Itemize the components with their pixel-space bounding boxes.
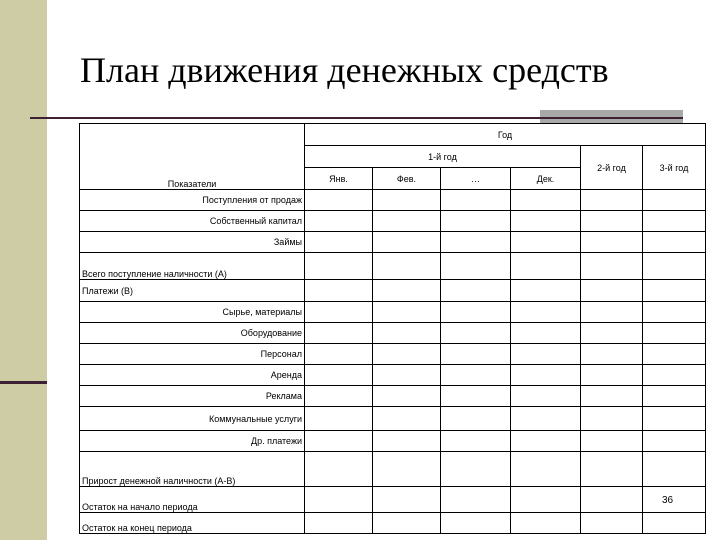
value-cell [581,431,643,452]
table-row [80,487,706,513]
row-label: Всего поступление наличности (А) [80,253,305,280]
row-label: Остаток на конец периода [80,513,305,534]
cash-flow-table [79,123,706,534]
value-cell [373,513,441,534]
value-cell [643,232,706,253]
value-cell [305,302,373,323]
row-label: Сырье, материалы [80,302,305,323]
table-row [80,365,706,386]
value-cell [441,386,511,407]
value-cell [581,302,643,323]
value-cell [643,452,706,487]
value-cell [441,280,511,302]
value-cell [643,253,706,280]
value-cell [373,365,441,386]
row-label: Коммунальные услуги [80,407,305,431]
value-cell [581,344,643,365]
slide-title: План движения денежных средств [80,50,609,90]
header-month-jan: Янв. [305,168,373,190]
table-row [80,232,706,253]
value-cell [305,344,373,365]
value-cell [581,211,643,232]
value-cell [581,513,643,534]
value-cell [581,407,643,431]
value-cell [305,452,373,487]
value-cell [305,280,373,302]
value-cell [511,253,581,280]
value-cell [373,431,441,452]
value-cell [581,253,643,280]
row-label: Поступления от продаж [80,190,305,211]
table-row [80,253,706,280]
row-label: Займы [80,232,305,253]
table-row [80,407,706,431]
value-cell [441,487,511,513]
table-row [80,190,706,211]
value-cell [581,323,643,344]
value-cell [305,211,373,232]
title-rule [30,117,683,119]
value-cell [441,190,511,211]
value-cell [511,407,581,431]
value-cell [511,431,581,452]
header-month-ellipsis: … [441,168,511,190]
value-cell [441,407,511,431]
value-cell [643,513,706,534]
value-cell [441,323,511,344]
value-cell [441,365,511,386]
value-cell [373,407,441,431]
value-cell [305,232,373,253]
row-label: Др. платежи [80,431,305,452]
value-cell [441,431,511,452]
value-cell [581,232,643,253]
table-row [80,386,706,407]
value-cell [511,232,581,253]
table-row [80,513,706,534]
value-cell [305,190,373,211]
table-row [80,211,706,232]
value-cell [305,487,373,513]
value-cell [441,253,511,280]
table-row [80,431,706,452]
value-cell [373,386,441,407]
header-month-feb: Фев. [373,168,441,190]
value-cell [643,302,706,323]
value-cell [441,211,511,232]
value-cell [581,452,643,487]
table-row [80,323,706,344]
value-cell [373,211,441,232]
side-accent-bar [0,0,47,540]
value-cell [511,452,581,487]
header-month-dec: Дек. [511,168,581,190]
value-cell [511,487,581,513]
value-cell [643,407,706,431]
row-label: Платежи (В) [80,280,305,302]
value-cell [373,344,441,365]
side-accent-line [0,381,47,384]
value-cell [305,323,373,344]
value-cell [373,487,441,513]
value-cell [373,232,441,253]
value-cell [511,280,581,302]
row-label: Остаток на начало периода [80,487,305,513]
header-year: Год [305,124,706,146]
value-cell [441,232,511,253]
table-row [80,452,706,487]
value-cell [581,280,643,302]
value-cell [511,344,581,365]
row-label: Реклама [80,386,305,407]
row-label: Аренда [80,365,305,386]
value-cell [511,365,581,386]
value-cell [643,431,706,452]
table-row [80,302,706,323]
value-cell [373,452,441,487]
value-cell [581,386,643,407]
value-cell [643,365,706,386]
page-number: 36 [662,495,674,506]
value-cell [441,452,511,487]
header-indicators: Показатели [80,124,305,190]
value-cell [373,280,441,302]
value-cell [643,211,706,232]
value-cell [643,323,706,344]
value-cell [643,280,706,302]
value-cell [643,487,706,513]
header-year-3: 3-й год [643,146,706,190]
value-cell [581,190,643,211]
value-cell [373,323,441,344]
value-cell [511,323,581,344]
header-year-1: 1-й год [305,146,581,168]
value-cell [305,253,373,280]
value-cell [511,513,581,534]
value-cell [511,190,581,211]
value-cell [373,253,441,280]
value-cell [643,344,706,365]
table-row [80,344,706,365]
value-cell [511,302,581,323]
row-label: Прирост денежной наличности (А-В) [80,452,305,487]
row-label: Персонал [80,344,305,365]
value-cell [511,386,581,407]
value-cell [373,302,441,323]
value-cell [581,365,643,386]
row-label: Собственный капитал [80,211,305,232]
value-cell [581,487,643,513]
value-cell [305,513,373,534]
value-cell [643,386,706,407]
value-cell [511,211,581,232]
value-cell [441,302,511,323]
header-year-2: 2-й год [581,146,643,190]
header-row-year [80,124,706,146]
value-cell [305,386,373,407]
value-cell [643,190,706,211]
value-cell [441,513,511,534]
value-cell [305,431,373,452]
value-cell [305,365,373,386]
table-row [80,280,706,302]
value-cell [441,344,511,365]
row-label: Оборудование [80,323,305,344]
value-cell [305,407,373,431]
value-cell [373,190,441,211]
